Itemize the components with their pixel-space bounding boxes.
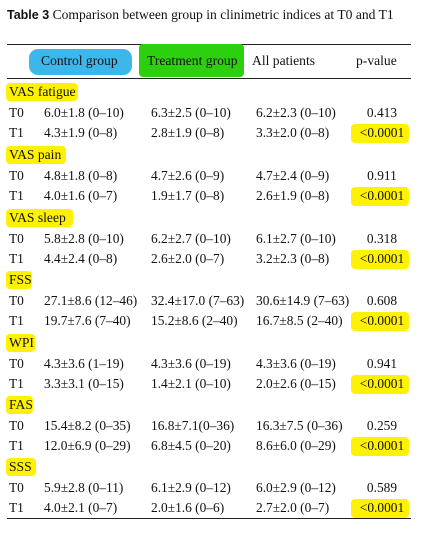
cell-treatment: 2.0±1.6 (0–6) — [151, 500, 225, 515]
cell-all-patients: 2.0±2.6 (0–15) — [256, 376, 336, 391]
row-time-label: T1 — [9, 313, 24, 328]
cell-treatment: 6.1±2.9 (0–12) — [151, 480, 231, 495]
column-header-control: Control group — [41, 53, 118, 68]
group-label: FAS — [9, 397, 33, 412]
cell-control: 5.8±2.8 (0–10) — [44, 231, 124, 246]
cell-treatment: 2.8±1.9 (0–8) — [151, 125, 225, 140]
row-time-label: T0 — [9, 480, 24, 495]
row-time-label: T1 — [9, 125, 24, 140]
cell-p-value: 0.911 — [367, 168, 397, 183]
group-label: SSS — [9, 459, 32, 474]
cell-treatment: 16.8±7.1(0–36) — [151, 418, 235, 433]
cell-control: 6.0±1.8 (0–10) — [44, 105, 124, 120]
cell-p-value: <0.0001 — [359, 188, 405, 203]
cell-control: 19.7±7.6 (7–40) — [44, 313, 131, 328]
cell-all-patients: 4.3±3.6 (0–19) — [256, 356, 336, 371]
cell-treatment: 1.4±2.1 (0–10) — [151, 376, 231, 391]
cell-p-value: <0.0001 — [359, 125, 405, 140]
column-header-all: All patients — [252, 53, 316, 68]
cell-p-value: 0.318 — [366, 231, 398, 246]
cell-all-patients: 16.7±8.5 (2–40) — [256, 313, 343, 328]
cell-all-patients: 6.0±2.9 (0–12) — [256, 480, 336, 495]
cell-all-patients: 2.7±2.0 (0–7) — [256, 500, 330, 515]
cell-treatment: 2.6±2.0 (0–7) — [151, 251, 225, 266]
row-time-label: T1 — [9, 500, 24, 515]
cell-all-patients: 30.6±14.9 (7–63) — [256, 293, 350, 308]
header-rule — [7, 78, 411, 79]
cell-p-value: <0.0001 — [359, 251, 405, 266]
column-header-treatment: Treatment group — [147, 53, 238, 68]
cell-control: 12.0±6.9 (0–29) — [44, 438, 131, 453]
column-header-p: p-value — [356, 53, 397, 68]
cell-treatment: 6.2±2.7 (0–10) — [151, 231, 231, 246]
cell-p-value: 0.589 — [366, 480, 398, 495]
group-label: FSS — [9, 272, 32, 287]
table-caption — [7, 6, 417, 24]
group-label: WPI — [9, 335, 34, 350]
group-label: VAS sleep — [9, 210, 66, 225]
row-time-label: T1 — [9, 251, 24, 266]
cell-treatment: 6.3±2.5 (0–10) — [151, 105, 231, 120]
cell-p-value: 0.608 — [366, 293, 398, 308]
row-time-label: T0 — [9, 231, 24, 246]
cell-control: 4.0±1.6 (0–7) — [44, 188, 118, 203]
cell-all-patients: 6.2±2.3 (0–10) — [256, 105, 336, 120]
cell-treatment: 1.9±1.7 (0–8) — [151, 188, 225, 203]
cell-treatment: 4.7±2.6 (0–9) — [151, 168, 225, 183]
cell-treatment: 32.4±17.0 (7–63) — [151, 293, 245, 308]
row-time-label: T0 — [9, 418, 24, 433]
cell-control: 4.4±2.4 (0–8) — [44, 251, 118, 266]
cell-all-patients: 3.2±2.3 (0–8) — [256, 251, 330, 266]
row-time-label: T1 — [9, 376, 24, 391]
cell-p-value: 0.259 — [366, 418, 398, 433]
cell-treatment: 6.8±4.5 (0–20) — [151, 438, 231, 453]
cell-control: 15.4±8.2 (0–35) — [44, 418, 131, 433]
row-time-label: T0 — [9, 105, 24, 120]
cell-control: 4.0±2.1 (0–7) — [44, 500, 118, 515]
cell-all-patients: 3.3±2.0 (0–8) — [256, 125, 330, 140]
bottom-rule — [7, 518, 411, 519]
cell-all-patients: 2.6±1.9 (0–8) — [256, 188, 330, 203]
cell-p-value: <0.0001 — [359, 313, 405, 328]
cell-control: 3.3±3.1 (0–15) — [44, 376, 124, 391]
row-time-label: T1 — [9, 438, 24, 453]
row-time-label: T1 — [9, 188, 24, 203]
cell-control: 4.8±1.8 (0–8) — [44, 168, 118, 183]
cell-treatment: 4.3±3.6 (0–19) — [151, 356, 231, 371]
cell-all-patients: 8.6±6.0 (0–29) — [256, 438, 336, 453]
row-time-label: T0 — [9, 356, 24, 371]
caption-text: Comparison between group in clinimetric indices at T0 and T1 — [52, 7, 394, 22]
cell-p-value: <0.0001 — [359, 500, 405, 515]
cell-p-value: <0.0001 — [359, 438, 405, 453]
table-label: Table 3 — [7, 8, 50, 22]
cell-p-value: 0.413 — [366, 105, 398, 120]
cell-control: 4.3±3.6 (1–19) — [44, 356, 124, 371]
group-label: VAS pain — [9, 147, 62, 162]
cell-control: 27.1±8.6 (12–46) — [44, 293, 138, 308]
cell-all-patients: 6.1±2.7 (0–10) — [256, 231, 336, 246]
cell-p-value: 0.941 — [366, 356, 398, 371]
cell-all-patients: 4.7±2.4 (0–9) — [256, 168, 330, 183]
cell-control: 5.9±2.8 (0–11) — [44, 480, 124, 495]
group-label: VAS fatigue — [9, 84, 76, 99]
row-time-label: T0 — [9, 168, 24, 183]
row-time-label: T0 — [9, 293, 24, 308]
cell-treatment: 15.2±8.6 (2–40) — [151, 313, 238, 328]
cell-control: 4.3±1.9 (0–8) — [44, 125, 118, 140]
cell-p-value: <0.0001 — [359, 376, 405, 391]
cell-all-patients: 16.3±7.5 (0–36) — [256, 418, 343, 433]
